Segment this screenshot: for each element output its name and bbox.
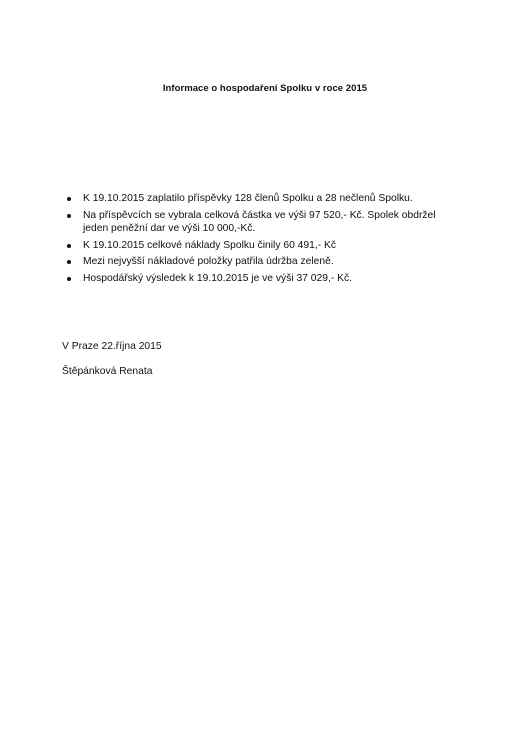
- document-title: Informace o hospodaření Spolku v roce 2015: [162, 83, 368, 94]
- bullet-dot-icon: [67, 197, 71, 201]
- signature-name: Štěpánková Renata: [62, 366, 153, 377]
- bullet-dot-icon: [67, 244, 71, 248]
- bullet-text: K 19.10.2015 celkové náklady Spolku činily 60 491,- Kč: [83, 239, 337, 251]
- bullet-list: [62, 192, 482, 289]
- bullet-item: [62, 209, 482, 236]
- bullet-item: [62, 255, 482, 269]
- bullet-dot-icon: [67, 214, 71, 218]
- bullet-item: [62, 192, 482, 206]
- bullet-text: Hospodářský výsledek k 19.10.2015 je ve výši 37 029,- Kč.: [83, 272, 353, 284]
- bullet-item: [62, 239, 482, 253]
- bullet-text: K 19.10.2015 zaplatilo příspěvky 128 členů Spolku a 28 nečlenů Spolku.: [83, 193, 413, 204]
- place-and-date: V Praze 22.října 2015: [62, 341, 162, 352]
- bullet-text: Mezi nejvyšší nákladové položky patřila údržba zeleně.: [83, 256, 334, 268]
- bullet-dot-icon: [67, 277, 71, 281]
- bullet-dot-icon: [67, 260, 71, 264]
- bullet-text-continued: jeden peněžní dar ve výši 10 000,-Kč.: [83, 223, 256, 235]
- bullet-text: Na příspěvcích se vybrala celková částka ve výši 97 520,- Kč. Spolek obdržel: [83, 209, 436, 221]
- bullet-item: [62, 272, 482, 286]
